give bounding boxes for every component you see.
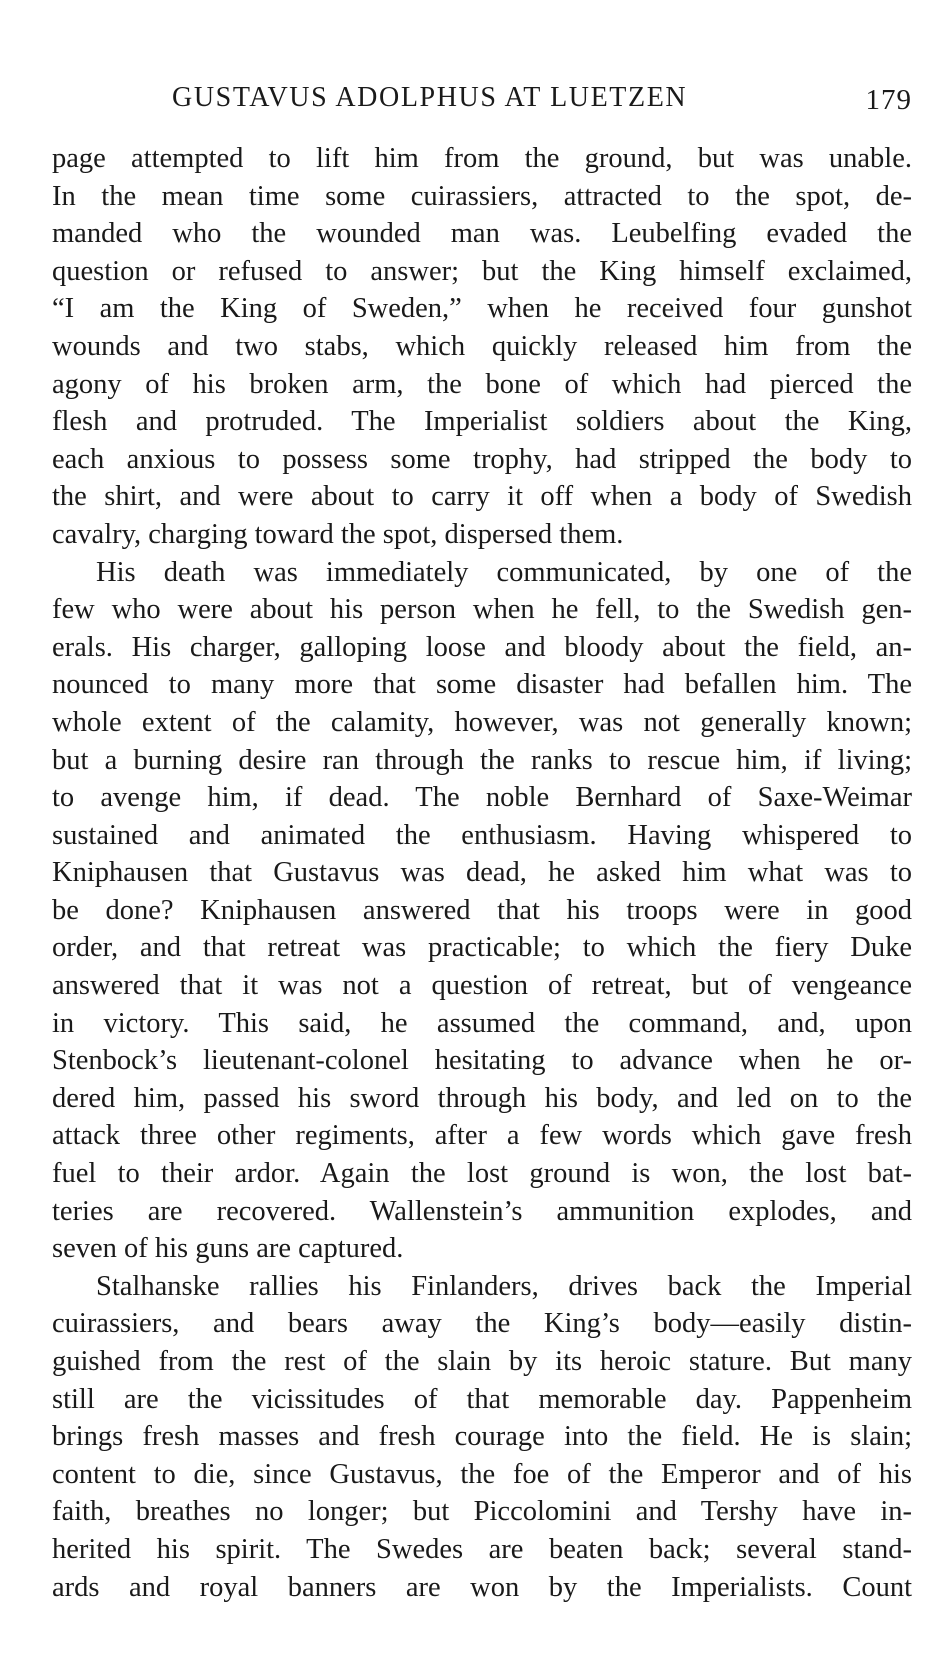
text-line: order, and that retreat was practicable; to which the fiery Duke [52, 932, 912, 964]
text-line: cuirassiers, and bears away the King’s body—easily distin- [52, 1308, 912, 1340]
paragraph-3 [52, 1268, 912, 1606]
running-head [52, 78, 914, 118]
body-text [52, 140, 912, 1606]
text-line: the shirt, and were about to carry it off when a body of Swedish [52, 481, 912, 513]
text-line: nounced to many more that some disaster had befallen him. The [52, 669, 912, 701]
text-line: His death was immediately communicated, by one of the [96, 556, 912, 588]
paragraph-2 [52, 554, 912, 1268]
text-line: guished from the rest of the slain by its heroic stature. But many [52, 1346, 912, 1377]
text-line: whole extent of the calamity, however, was not generally known; [52, 706, 912, 738]
text-line: In the mean time some cuirassiers, attracted to the spot, de- [52, 180, 912, 212]
text-line: teries are recovered. Wallenstein’s ammunition explodes, and [52, 1195, 912, 1227]
text-line: agony of his broken arm, the bone of which had pierced the [52, 368, 912, 400]
text-line: wounds and two stabs, which quickly released him from the [52, 330, 912, 362]
text-line: Kniphausen that Gustavus was dead, he asked him what was to [52, 857, 912, 889]
text-line: brings fresh masses and fresh courage into the field. He is slain; [52, 1421, 912, 1453]
paragraph-1 [52, 140, 912, 554]
text-line: sustained and animated the enthusiasm. Having whispered to [52, 819, 912, 851]
text-line: page attempted to lift him from the ground, but was unable. [52, 143, 912, 174]
text-line: dered him, passed his sword through his body, and led on to the [52, 1082, 912, 1114]
text-line: seven of his guns are captured. [52, 1233, 404, 1265]
text-line: ards and royal banners are won by the Imperialists. Count [52, 1571, 912, 1603]
text-line: still are the vicissitudes of that memorable day. Pappenheim [52, 1383, 912, 1415]
text-line: Stenbock’s lieutenant-colonel hesitating to advance when he or- [52, 1045, 912, 1077]
text-line: each anxious to possess some trophy, had stripped the body to [52, 443, 912, 475]
text-line: fuel to their ardor. Again the lost ground is won, the lost bat- [52, 1158, 912, 1190]
text-line: erals. His charger, galloping loose and bloody about the field, an- [52, 631, 912, 663]
text-line: faith, breathes no longer; but Piccolomini and Tershy have in- [52, 1496, 912, 1528]
text-line: to avenge him, if dead. The noble Bernhard of Saxe-Weimar [52, 782, 912, 814]
text-line: herited his spirit. The Swedes are beaten back; several stand- [52, 1533, 912, 1565]
text-line: Stalhanske rallies his Finlanders, drives back the Imperial [96, 1270, 912, 1302]
text-line: be done? Kniphausen answered that his troops were in good [52, 894, 912, 926]
page-number: 179 [865, 84, 912, 116]
text-line: answered that it was not a question of retreat, but of vengeance [52, 970, 912, 1002]
text-line: but a burning desire ran through the ranks to rescue him, if living; [52, 744, 912, 776]
text-line: flesh and protruded. The Imperialist soldiers about the King, [52, 406, 912, 438]
text-line: manded who the wounded man was. Leubelfing evaded the [52, 218, 912, 250]
text-line: content to die, since Gustavus, the foe of the Emperor and of his [52, 1458, 912, 1490]
text-line: attack three other regiments, after a few words which gave fresh [52, 1120, 912, 1152]
text-line: in victory. This said, he assumed the command, and, upon [52, 1007, 912, 1039]
text-line: question or refused to answer; but the King himself exclaimed, [52, 255, 912, 287]
text-line: cavalry, charging toward the spot, dispersed them. [52, 518, 624, 550]
running-title: GUSTAVUS ADOLPHUS AT LUETZEN [172, 82, 688, 113]
text-line: few who were about his person when he fell, to the Swedish gen- [52, 594, 912, 626]
text-line: “I am the King of Sweden,” when he received four gunshot [52, 293, 912, 325]
